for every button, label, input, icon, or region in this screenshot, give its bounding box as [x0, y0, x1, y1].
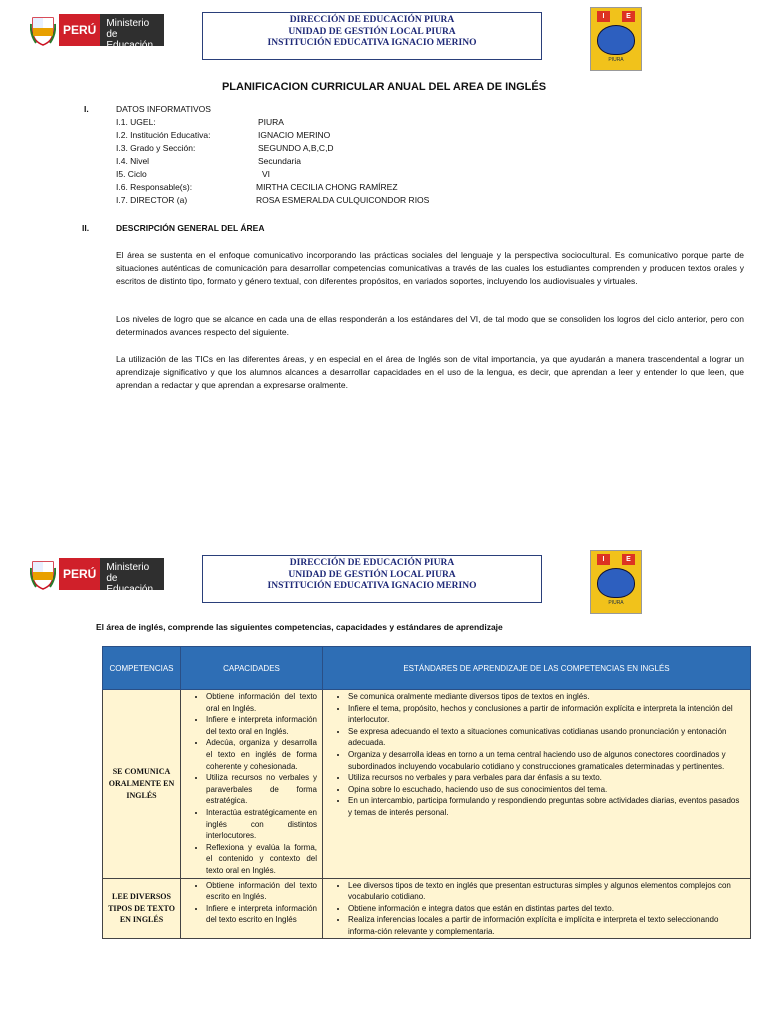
- institution-header-box: [202, 12, 542, 60]
- table-header-row: [103, 647, 751, 690]
- ministerio-label: [100, 558, 164, 595]
- list-item: • Se expresa adecuando el texto a situaciones comunicativas cotidianas usando pronunciación y entonación adecuada.: [348, 726, 745, 749]
- info-label-nivel: I.4. Nivel: [116, 156, 150, 166]
- header-line1: DIRECCIÓN DE EDUCACIÓN PIURA: [289, 15, 455, 25]
- description-paragraph-3: La utilización de las TICs en las diferentes áreas, y en especial en el área de Inglés son de vital importancia, ya que ayudarán a manera trascendental a lograr un aprendizaje significativo y que los alumnos alcances a desarrollar capacidades en el uso de la lengua, es decir, que aprendan a leer y entender lo que leen, que aprendan a redactar y que aprendan a expresarse oralmente.: [116, 354, 744, 390]
- institution-header-box-2: [202, 555, 542, 603]
- crest-sun-icon: [597, 568, 635, 598]
- header-line3: INSTITUCIÓN EDUCATIVA IGNACIO MERINO: [267, 38, 477, 48]
- header-line3: INSTITUCIÓN EDUCATIVA IGNACIO MERINO: [267, 581, 477, 591]
- competencia-cell: SE COMUNICA ORALMENTE EN INGLÉS: [103, 690, 181, 879]
- peru-coat-of-arms-icon: [30, 14, 56, 46]
- info-label-grado: I.3. Grado y Sección:: [116, 143, 196, 153]
- description-paragraph-1: El área se sustenta en el enfoque comunicativo incorporando las prácticas sociales del lenguaje y la perspectiva sociocultural. Es comunicativo porque parte de situaciones auténticas de comunicación para desarrollar competencias comunicativas a través de las cuales los estudiantes comprenden y producen textos orales y escritos de distinto tipo, formato y género textual, con diferentes propósitos, en variados soportes, incluyendo los audiovisuales y virtuales.: [116, 250, 744, 286]
- crest-caption: PIURA: [608, 600, 624, 606]
- estandares-cell: [323, 878, 751, 939]
- header-estandares: ESTÁNDARES DE APRENDIZAJE DE LAS COMPETENCIAS EN INGLÉS: [323, 647, 751, 690]
- peru-label: PERÚ: [59, 558, 100, 590]
- info-value-ie: IGNACIO MERINO: [258, 130, 331, 140]
- info-label-ugel: I.1. UGEL:: [116, 117, 156, 127]
- header-capacidades: CAPACIDADES: [181, 647, 323, 690]
- header-line1: DIRECCIÓN DE EDUCACIÓN PIURA: [289, 558, 455, 568]
- estandares-cell: [323, 690, 751, 879]
- page-title: PLANIFICACION CURRICULAR ANUAL DEL AREA DE INGLÉS: [221, 81, 547, 93]
- info-label-ie: I.2. Institución Educativa:: [116, 130, 211, 140]
- info-value-director: ROSA ESMERALDA CULQUICONDOR RIOS: [256, 195, 430, 205]
- capacidades-cell: [181, 878, 323, 939]
- ministerio-line2: de Educación: [106, 29, 154, 51]
- list-item: • Obtiene información e integra datos que están en distintas partes del texto.: [348, 903, 745, 915]
- competencias-intro: El área de inglés, comprende las siguientes competencias, capacidades y estándares de aprendizaje: [96, 622, 503, 632]
- list-item: • Infiere e interpreta información del texto escrito en Inglés: [206, 903, 317, 926]
- crest-letter-e: E: [622, 554, 635, 565]
- ministerio-line1: Ministerio: [106, 18, 150, 29]
- crest-caption: PIURA: [608, 57, 624, 63]
- ministerio-line2: de Educación: [106, 573, 154, 595]
- list-item: • Utiliza recursos no verbales y para verbales para dar énfasis a su texto.: [348, 772, 745, 784]
- list-item: • Realiza inferencias locales a partir de información explícita e implícita e interpreta el texto seleccionando informa-ción relevante y complementaria.: [348, 914, 745, 937]
- list-item: • Adecúa, organiza y desarrolla el texto en inglés de forma coherente y cohesionada.: [206, 737, 317, 772]
- info-label-responsable: I.6. Responsable(s):: [116, 182, 193, 192]
- ministerio-logo-2: [30, 558, 164, 595]
- list-item: • Organiza y desarrolla ideas en torno a un tema central haciendo uso de algunos conectores coordinados y subordinados incluyendo vocabulario cotidiano y construcciones gramaticales determinadas y pertinentes.: [348, 749, 745, 772]
- description-paragraph-2: Los niveles de logro que se alcance en cada una de ellas responderán a los estándares del VI, de tal modo que se consoliden los logros del ciclo anterior, pero con determinados avances respecto del siguiente.: [116, 314, 744, 337]
- crest-letter-i: I: [597, 11, 610, 22]
- section2-heading: DESCRIPCIÓN GENERAL DEL ÁREA: [116, 223, 265, 233]
- peru-coat-of-arms-icon: [30, 558, 56, 590]
- ministerio-label: [100, 14, 164, 51]
- list-item: • Infiere el tema, propósito, hechos y conclusiones a partir de información explícita e interpreta la intención del interlocutor.: [348, 703, 745, 726]
- crest-letter-i: I: [597, 554, 610, 565]
- school-crest-icon: [590, 550, 642, 614]
- section2-number: II.: [82, 223, 90, 233]
- list-item: • Obtiene información del texto escrito en Inglés.: [206, 880, 317, 903]
- ministerio-logo: [30, 14, 164, 51]
- info-value-ciclo: VI: [262, 169, 271, 179]
- list-item: • Obtiene información del texto oral en Inglés.: [206, 691, 317, 714]
- info-value-grado: SEGUNDO A,B,C,D: [258, 143, 334, 153]
- section1-number: I.: [84, 104, 89, 114]
- header-line2: UNIDAD DE GESTIÓN LOCAL PIURA: [288, 569, 456, 580]
- table-row: [103, 878, 751, 939]
- header-line2: UNIDAD DE GESTIÓN LOCAL PIURA: [288, 26, 456, 37]
- competencia-cell: LEE DIVERSOS TIPOS DE TEXTO EN INGLÉS: [103, 878, 181, 939]
- list-item: • Opina sobre lo escuchado, haciendo uso de sus conocimientos del tema.: [348, 784, 745, 796]
- header-competencias: COMPETENCIAS: [103, 647, 181, 690]
- info-label-director: I.7. DIRECTOR (a): [116, 195, 188, 205]
- info-label-ciclo: I5. Ciclo: [116, 169, 147, 179]
- table-row: [103, 690, 751, 879]
- info-value-responsable: MIRTHA CECILIA CHONG RAMÍREZ: [256, 182, 398, 192]
- list-item: • Se comunica oralmente mediante diversos tipos de textos en inglés.: [348, 691, 745, 703]
- info-value-ugel: PIURA: [258, 117, 284, 127]
- info-value-nivel: Secundaria: [258, 156, 302, 166]
- school-crest-icon: [590, 7, 642, 71]
- list-item: • Utiliza recursos no verbales y paraverbales de forma estratégica.: [206, 772, 317, 807]
- crest-sun-icon: [597, 25, 635, 55]
- crest-letter-e: E: [622, 11, 635, 22]
- list-item: • En un intercambio, participa formulando y respondiendo preguntas sobre actividades diarias, eventos pasados y temas de interés personal.: [348, 795, 745, 818]
- capacidades-cell: [181, 690, 323, 879]
- section1-heading: DATOS INFORMATIVOS: [116, 104, 211, 114]
- list-item: • Reflexiona y evalúa la forma, el contenido y contexto del texto oral en Inglés.: [206, 842, 317, 877]
- competencias-table: [102, 646, 751, 939]
- list-item: • Lee diversos tipos de texto en inglés que presentan estructuras simples y algunos elementos complejos con vocabulario cotidiano.: [348, 880, 745, 903]
- list-item: • Interactúa estratégicamente en inglés con distintos interlocutores.: [206, 807, 317, 842]
- list-item: • Infiere e interpreta información del texto oral en Inglés.: [206, 714, 317, 737]
- ministerio-line1: Ministerio: [106, 562, 150, 573]
- peru-label: PERÚ: [59, 14, 100, 46]
